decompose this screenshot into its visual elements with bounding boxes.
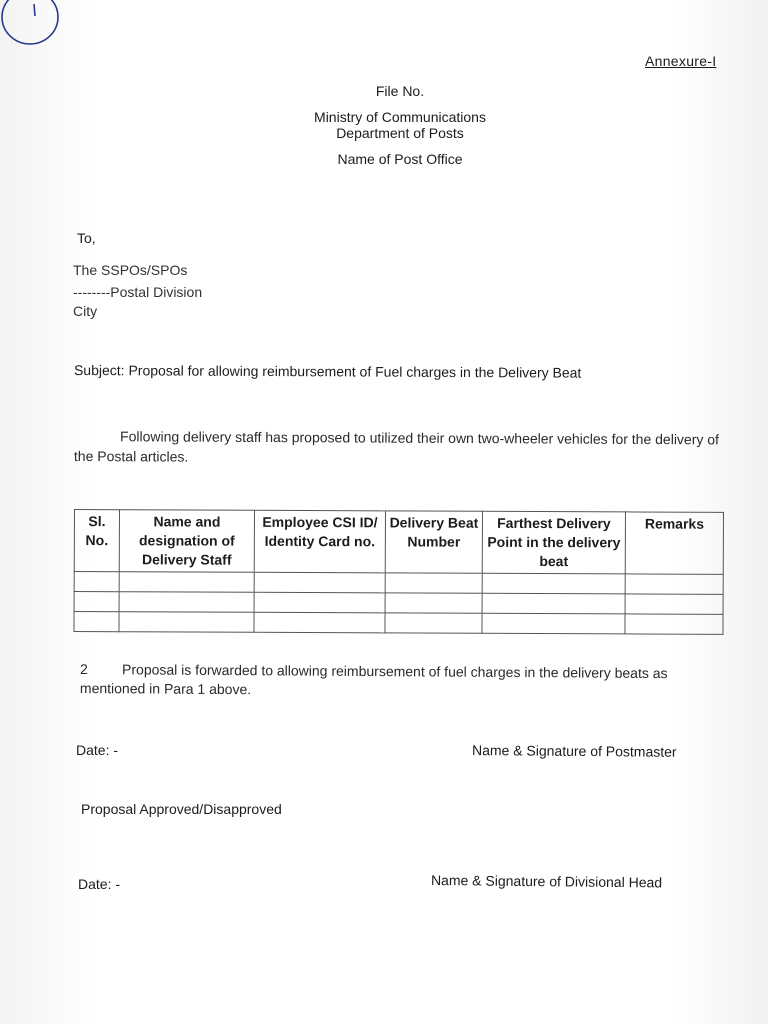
addressee-to: To,	[77, 230, 96, 246]
header-remarks: Remarks	[625, 512, 723, 574]
paragraph-1-text: Following delivery staff has proposed to utilized their own two-wheeler vehicles for the delivery of the Postal articles.	[73, 428, 720, 465]
addressee-line-3: City	[73, 303, 98, 319]
header-farthest-point: Farthest Delivery Point in the delivery beat	[482, 511, 625, 574]
addressee-line-1: The SSPOs/SPOs	[73, 262, 188, 278]
ministry-name: Ministry of Communications	[314, 109, 486, 125]
divisional-date-label: Date: -	[78, 876, 121, 892]
paragraph-2-number: 2	[80, 661, 88, 678]
divisional-head-signature-label: Name & Signature of Divisional Head	[430, 872, 663, 891]
post-office-name: Name of Post Office	[337, 151, 463, 167]
header-employee-id: Employee CSI ID/ Identity Card no.	[254, 510, 385, 573]
delivery-staff-table	[73, 509, 724, 635]
header-sl-no: Sl. No.	[74, 510, 119, 572]
addressee-line-2: --------Postal Division	[73, 284, 203, 300]
approval-status-label: Proposal Approved/Disapproved	[81, 801, 282, 817]
table-row	[74, 572, 723, 595]
file-number: File No.	[375, 83, 425, 99]
postmaster-date-label: Date: -	[76, 742, 119, 758]
department-name: Department of Posts	[336, 125, 464, 141]
header-name-designation: Name and designation of Delivery Staff	[119, 510, 254, 573]
paragraph-2-text: Proposal is forwarded to allowing reimbursement of fuel charges in the delivery beats as mentioned in Para 1 above.	[79, 661, 668, 698]
handwritten-circle-mark	[0, 0, 64, 48]
annexure-label: Annexure-I	[645, 53, 717, 69]
subject-line: Subject: Proposal for allowing reimbursement of Fuel charges in the Delivery Beat	[73, 362, 582, 381]
postmaster-signature-label: Name & Signature of Postmaster	[471, 742, 677, 760]
table-row	[74, 592, 723, 615]
table-row	[74, 612, 723, 635]
header-beat-number: Delivery Beat Number	[385, 511, 482, 573]
paragraph-2	[80, 660, 720, 702]
table-header-row	[74, 510, 723, 575]
paragraph-1	[74, 426, 724, 469]
